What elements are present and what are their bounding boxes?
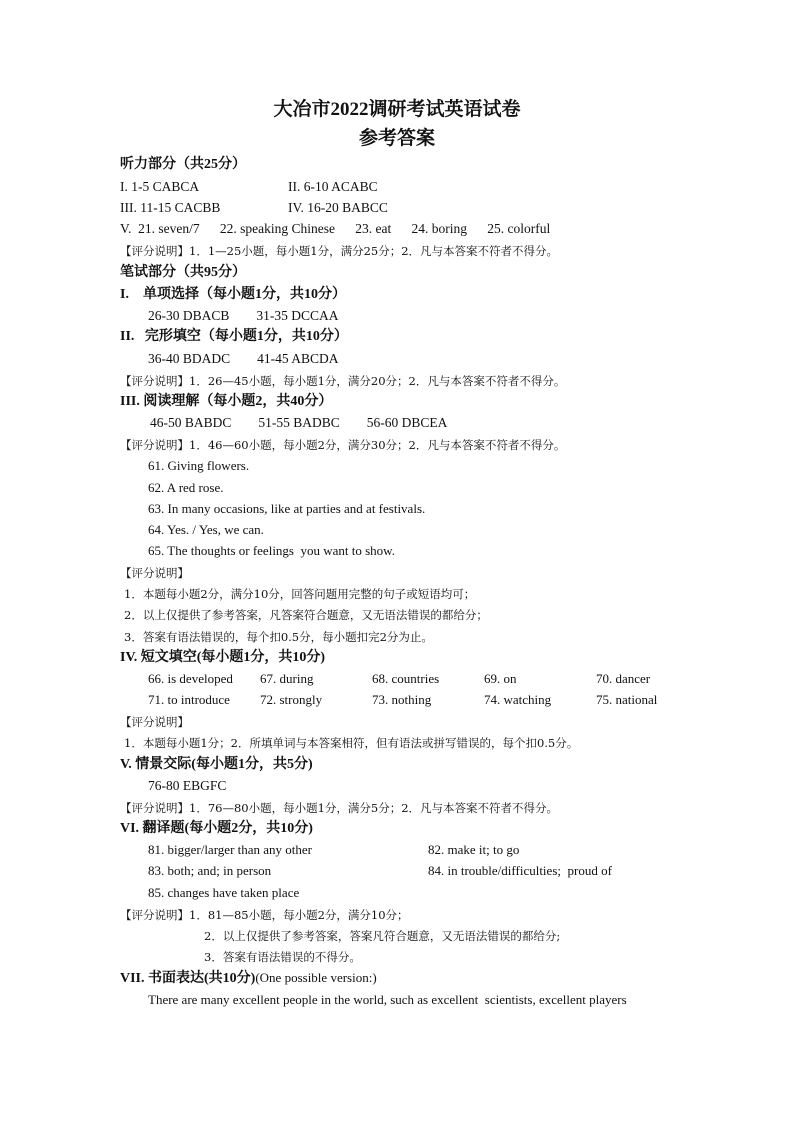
scoring-note-item: 2．以上仅提供了参考答案，答案凡符合题意，又无语法错误的都给分; bbox=[204, 929, 561, 943]
section-1-heading: I. 单项选择（每小题1分，共10分） bbox=[120, 287, 346, 302]
answer-row-16-20: IV. 16-20 BABCC bbox=[288, 200, 388, 215]
scoring-note: 【评分说明】1．76—80小题，每小题1分，满分5分；2．凡与本答案不符者不得分。 bbox=[120, 801, 559, 815]
section-5-heading: V. 情景交际(每小题1分，共5分) bbox=[120, 757, 313, 772]
section-6-heading: VI. 翻译题(每小题2分，共10分) bbox=[120, 821, 313, 836]
answer-row-1-5: I. 1-5 CABCA bbox=[120, 179, 200, 194]
section-3-heading: III. 阅读理解（每小题2，共40分） bbox=[120, 394, 333, 409]
answer-82: 82. make it; to go bbox=[428, 842, 520, 857]
answer-61: 61. Giving flowers. bbox=[148, 458, 250, 473]
answer-row-11-15: III. 11-15 CACBB bbox=[120, 200, 221, 215]
answer-68: 68. countries bbox=[372, 671, 440, 686]
section-7-heading: VII. 书面表达(共10分) bbox=[120, 971, 256, 986]
scoring-note-heading: 【评分说明】 bbox=[120, 566, 189, 580]
answer-85: 85. changes have taken place bbox=[148, 885, 300, 900]
section-2-heading: II. 完形填空（每小题1分，共10分） bbox=[120, 329, 348, 344]
answer-66: 66. is developed bbox=[148, 671, 233, 686]
page-title: 大冶市2022调研考试英语试卷 bbox=[273, 99, 521, 120]
page-subtitle: 参考答案 bbox=[358, 128, 435, 149]
answer-62: 62. A red rose. bbox=[148, 480, 224, 495]
answer-72: 72. strongly bbox=[260, 692, 323, 707]
scoring-note: 【评分说明】1．81—85小题，每小题2分，满分10分； bbox=[120, 908, 409, 922]
answer-84: 84. in trouble/difficulties; proud of bbox=[428, 863, 612, 878]
scoring-note-item: 3．答案有语法错误的，每个扣0.5分，每小题扣完2分为止。 bbox=[124, 630, 433, 644]
answer-64: 64. Yes. / Yes, we can. bbox=[148, 522, 264, 537]
written-heading: 笔试部分（共95分） bbox=[120, 265, 246, 280]
answer-81: 81. bigger/larger than any other bbox=[148, 842, 313, 857]
section-7-heading-extra: (One possible version:) bbox=[255, 970, 377, 985]
answer-75: 75. national bbox=[596, 692, 658, 707]
scoring-note-heading: 【评分说明】 bbox=[120, 715, 189, 729]
answer-71: 71. to introduce bbox=[148, 692, 230, 707]
scoring-note: 【评分说明】1．26—45小题，每小题1分，满分20分；2．凡与本答案不符者不得分。 bbox=[120, 374, 566, 388]
section-3-answers: 46-50 BABDC 51-55 BADBC 56-60 DBCEA bbox=[150, 415, 448, 430]
scoring-note-item: 2．以上仅提供了参考答案，凡答案符合题意，又无语法错误的都给分； bbox=[124, 608, 488, 622]
answer-row-21-25: V. 21. seven/7 22. speaking Chinese 23. eat 24. boring 25. colorful bbox=[120, 221, 551, 236]
scoring-note-item: 3．答案有语法错误的不得分。 bbox=[204, 950, 361, 964]
scoring-note-item: 1．本题每小题1分；2．所填单词与本答案相符，但有语法或拼写错误的，每个扣0.5分。 bbox=[124, 736, 579, 750]
scoring-note: 【评分说明】1．1—25小题，每小题1分，满分25分；2．凡与本答案不符者不得分。 bbox=[120, 244, 559, 258]
answer-73: 73. nothing bbox=[372, 692, 432, 707]
answer-83: 83. both; and; in person bbox=[148, 863, 272, 878]
section-4-heading: IV. 短文填空(每小题1分，共10分) bbox=[120, 650, 326, 665]
section-1-answers: 26-30 DBACB 31-35 DCCAA bbox=[148, 308, 339, 323]
answer-row-6-10: II. 6-10 ACABC bbox=[288, 179, 378, 194]
section-7-heading-line bbox=[120, 969, 377, 988]
section-5-answers: 76-80 EBGFC bbox=[148, 778, 227, 793]
listening-heading: 听力部分（共25分） bbox=[120, 157, 246, 172]
answer-63: 63. In many occasions, like at parties and at festivals. bbox=[148, 501, 426, 516]
answer-74: 74. watching bbox=[484, 692, 552, 707]
answer-65: 65. The thoughts or feelings you want to show. bbox=[148, 543, 395, 558]
answer-69: 69. on bbox=[484, 671, 517, 686]
answer-67: 67. during bbox=[260, 671, 314, 686]
section-2-answers: 36-40 BDADC 41-45 ABCDA bbox=[148, 351, 339, 366]
essay-text: There are many excellent people in the world, such as excellent scientists, excellent players bbox=[148, 992, 627, 1007]
scoring-note: 【评分说明】1．46—60小题，每小题2分，满分30分；2．凡与本答案不符者不得分。 bbox=[120, 438, 566, 452]
answer-70: 70. dancer bbox=[596, 671, 651, 686]
scoring-note-item: 1．本题每小题2分，满分10分，回答问题用完整的句子或短语均可； bbox=[124, 587, 476, 601]
